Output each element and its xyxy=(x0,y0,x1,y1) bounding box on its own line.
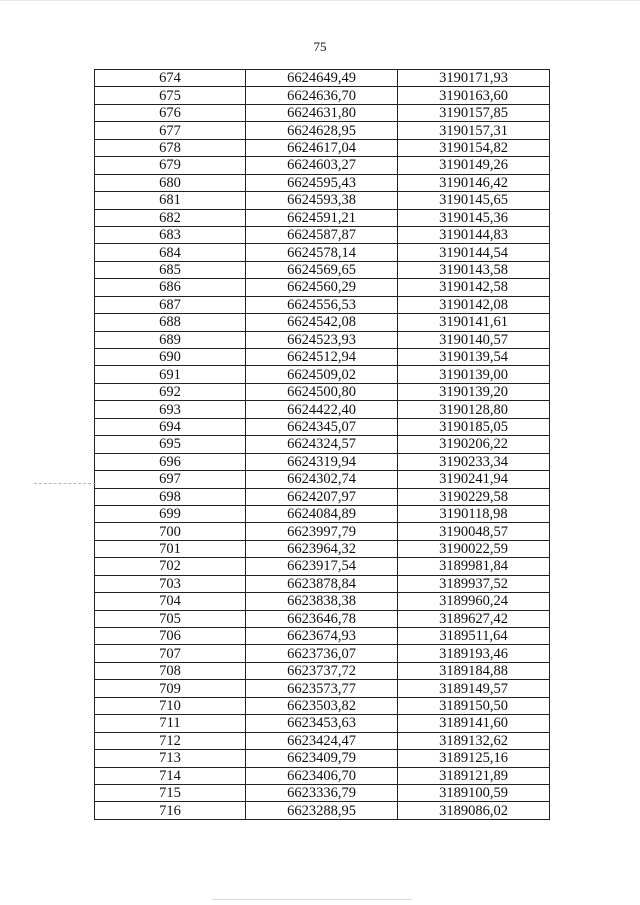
x-coordinate-cell: 6624542,08 xyxy=(246,314,398,331)
point-number-cell: 679 xyxy=(95,157,246,174)
table-row xyxy=(95,575,550,592)
x-coordinate-cell: 6624617,04 xyxy=(246,139,398,156)
x-coordinate-cell: 6624591,21 xyxy=(246,209,398,226)
point-number-cell: 678 xyxy=(95,139,246,156)
point-number-cell: 711 xyxy=(95,715,246,732)
y-coordinate-cell: 3190128,80 xyxy=(398,401,550,418)
y-coordinate-cell: 3189937,52 xyxy=(398,575,550,592)
point-number-cell: 713 xyxy=(95,750,246,767)
table-row xyxy=(95,418,550,435)
x-coordinate-cell: 6624603,27 xyxy=(246,157,398,174)
x-coordinate-cell: 6623838,38 xyxy=(246,593,398,610)
point-number-cell: 691 xyxy=(95,366,246,383)
table-row xyxy=(95,401,550,418)
y-coordinate-cell: 3190154,82 xyxy=(398,139,550,156)
x-coordinate-cell: 6624587,87 xyxy=(246,226,398,243)
point-number-cell: 681 xyxy=(95,192,246,209)
y-coordinate-cell: 3190139,54 xyxy=(398,349,550,366)
table-row xyxy=(95,680,550,697)
coordinates-table-body xyxy=(95,70,550,820)
y-coordinate-cell: 3189193,46 xyxy=(398,645,550,662)
y-coordinate-cell: 3190241,94 xyxy=(398,471,550,488)
point-number-cell: 715 xyxy=(95,784,246,801)
table-row xyxy=(95,523,550,540)
point-number-cell: 684 xyxy=(95,244,246,261)
point-number-cell: 716 xyxy=(95,802,246,819)
table-row xyxy=(95,139,550,156)
y-coordinate-cell: 3189086,02 xyxy=(398,802,550,819)
x-coordinate-cell: 6624628,95 xyxy=(246,122,398,139)
point-number-cell: 675 xyxy=(95,87,246,104)
x-coordinate-cell: 6623878,84 xyxy=(246,575,398,592)
y-coordinate-cell: 3190171,93 xyxy=(398,70,550,87)
x-coordinate-cell: 6624500,80 xyxy=(246,383,398,400)
table-row xyxy=(95,802,550,819)
table-row xyxy=(95,436,550,453)
y-coordinate-cell: 3190206,22 xyxy=(398,436,550,453)
y-coordinate-cell: 3190144,54 xyxy=(398,244,550,261)
point-number-cell: 699 xyxy=(95,505,246,522)
table-row xyxy=(95,645,550,662)
scan-artifact-line xyxy=(34,483,96,484)
x-coordinate-cell: 6624207,97 xyxy=(246,488,398,505)
x-coordinate-cell: 6623453,63 xyxy=(246,715,398,732)
table-row xyxy=(95,174,550,191)
point-number-cell: 677 xyxy=(95,122,246,139)
table-row xyxy=(95,244,550,261)
point-number-cell: 714 xyxy=(95,767,246,784)
y-coordinate-cell: 3190185,05 xyxy=(398,418,550,435)
point-number-cell: 690 xyxy=(95,349,246,366)
table-row xyxy=(95,122,550,139)
point-number-cell: 674 xyxy=(95,70,246,87)
point-number-cell: 689 xyxy=(95,331,246,348)
x-coordinate-cell: 6624084,89 xyxy=(246,505,398,522)
x-coordinate-cell: 6624636,70 xyxy=(246,87,398,104)
x-coordinate-cell: 6624593,38 xyxy=(246,192,398,209)
x-coordinate-cell: 6624345,07 xyxy=(246,418,398,435)
point-number-cell: 707 xyxy=(95,645,246,662)
y-coordinate-cell: 3190141,61 xyxy=(398,314,550,331)
x-coordinate-cell: 6624319,94 xyxy=(246,453,398,470)
table-row xyxy=(95,157,550,174)
y-coordinate-cell: 3190144,83 xyxy=(398,226,550,243)
point-number-cell: 701 xyxy=(95,540,246,557)
table-row xyxy=(95,261,550,278)
y-coordinate-cell: 3190146,42 xyxy=(398,174,550,191)
point-number-cell: 685 xyxy=(95,261,246,278)
x-coordinate-cell: 6624512,94 xyxy=(246,349,398,366)
table-row xyxy=(95,784,550,801)
point-number-cell: 683 xyxy=(95,226,246,243)
table-row xyxy=(95,488,550,505)
y-coordinate-cell: 3189511,64 xyxy=(398,628,550,645)
table-row xyxy=(95,558,550,575)
table-row xyxy=(95,628,550,645)
table-row xyxy=(95,471,550,488)
x-coordinate-cell: 6624631,80 xyxy=(246,104,398,121)
x-coordinate-cell: 6624302,74 xyxy=(246,471,398,488)
y-coordinate-cell: 3190140,57 xyxy=(398,331,550,348)
y-coordinate-cell: 3190143,58 xyxy=(398,261,550,278)
table-row xyxy=(95,279,550,296)
scan-bottom-artifact xyxy=(212,899,412,900)
y-coordinate-cell: 3189121,89 xyxy=(398,767,550,784)
point-number-cell: 680 xyxy=(95,174,246,191)
y-coordinate-cell: 3189132,62 xyxy=(398,732,550,749)
x-coordinate-cell: 6623424,47 xyxy=(246,732,398,749)
table-row xyxy=(95,593,550,610)
x-coordinate-cell: 6624523,93 xyxy=(246,331,398,348)
x-coordinate-cell: 6624569,65 xyxy=(246,261,398,278)
table-row xyxy=(95,697,550,714)
point-number-cell: 710 xyxy=(95,697,246,714)
point-number-cell: 693 xyxy=(95,401,246,418)
coordinates-table xyxy=(94,69,550,820)
point-number-cell: 703 xyxy=(95,575,246,592)
table-row xyxy=(95,715,550,732)
x-coordinate-cell: 6623997,79 xyxy=(246,523,398,540)
x-coordinate-cell: 6623336,79 xyxy=(246,784,398,801)
y-coordinate-cell: 3190048,57 xyxy=(398,523,550,540)
y-coordinate-cell: 3189627,42 xyxy=(398,610,550,627)
table-row xyxy=(95,453,550,470)
x-coordinate-cell: 6623573,77 xyxy=(246,680,398,697)
x-coordinate-cell: 6623737,72 xyxy=(246,662,398,679)
table-row xyxy=(95,226,550,243)
page-number: 75 xyxy=(313,39,327,54)
y-coordinate-cell: 3189100,59 xyxy=(398,784,550,801)
y-coordinate-cell: 3189960,24 xyxy=(398,593,550,610)
point-number-cell: 682 xyxy=(95,209,246,226)
table-row xyxy=(95,314,550,331)
x-coordinate-cell: 6624324,57 xyxy=(246,436,398,453)
x-coordinate-cell: 6623964,32 xyxy=(246,540,398,557)
table-row xyxy=(95,540,550,557)
table-row xyxy=(95,296,550,313)
table-row xyxy=(95,87,550,104)
table-row xyxy=(95,349,550,366)
point-number-cell: 676 xyxy=(95,104,246,121)
x-coordinate-cell: 6623674,93 xyxy=(246,628,398,645)
y-coordinate-cell: 3190233,34 xyxy=(398,453,550,470)
table-row xyxy=(95,209,550,226)
x-coordinate-cell: 6623917,54 xyxy=(246,558,398,575)
point-number-cell: 706 xyxy=(95,628,246,645)
y-coordinate-cell: 3190145,65 xyxy=(398,192,550,209)
table-row xyxy=(95,104,550,121)
x-coordinate-cell: 6623406,70 xyxy=(246,767,398,784)
table-row xyxy=(95,505,550,522)
y-coordinate-cell: 3190139,00 xyxy=(398,366,550,383)
table-row xyxy=(95,70,550,87)
y-coordinate-cell: 3190142,08 xyxy=(398,296,550,313)
y-coordinate-cell: 3190118,98 xyxy=(398,505,550,522)
x-coordinate-cell: 6624509,02 xyxy=(246,366,398,383)
x-coordinate-cell: 6624422,40 xyxy=(246,401,398,418)
y-coordinate-cell: 3190022,59 xyxy=(398,540,550,557)
point-number-cell: 702 xyxy=(95,558,246,575)
point-number-cell: 712 xyxy=(95,732,246,749)
x-coordinate-cell: 6623409,79 xyxy=(246,750,398,767)
y-coordinate-cell: 3189184,88 xyxy=(398,662,550,679)
point-number-cell: 704 xyxy=(95,593,246,610)
table-row xyxy=(95,767,550,784)
y-coordinate-cell: 3190163,60 xyxy=(398,87,550,104)
y-coordinate-cell: 3190139,20 xyxy=(398,383,550,400)
x-coordinate-cell: 6624649,49 xyxy=(246,70,398,87)
table-row xyxy=(95,192,550,209)
x-coordinate-cell: 6623736,07 xyxy=(246,645,398,662)
point-number-cell: 709 xyxy=(95,680,246,697)
x-coordinate-cell: 6624560,29 xyxy=(246,279,398,296)
x-coordinate-cell: 6624595,43 xyxy=(246,174,398,191)
y-coordinate-cell: 3190229,58 xyxy=(398,488,550,505)
table-row xyxy=(95,750,550,767)
y-coordinate-cell: 3189981,84 xyxy=(398,558,550,575)
y-coordinate-cell: 3190157,85 xyxy=(398,104,550,121)
point-number-cell: 700 xyxy=(95,523,246,540)
point-number-cell: 698 xyxy=(95,488,246,505)
table-row xyxy=(95,366,550,383)
point-number-cell: 692 xyxy=(95,383,246,400)
table-row xyxy=(95,383,550,400)
y-coordinate-cell: 3189149,57 xyxy=(398,680,550,697)
y-coordinate-cell: 3190149,26 xyxy=(398,157,550,174)
point-number-cell: 708 xyxy=(95,662,246,679)
point-number-cell: 695 xyxy=(95,436,246,453)
table-row xyxy=(95,610,550,627)
y-coordinate-cell: 3190145,36 xyxy=(398,209,550,226)
x-coordinate-cell: 6624578,14 xyxy=(246,244,398,261)
y-coordinate-cell: 3189141,60 xyxy=(398,715,550,732)
point-number-cell: 705 xyxy=(95,610,246,627)
table-row xyxy=(95,732,550,749)
point-number-cell: 686 xyxy=(95,279,246,296)
point-number-cell: 687 xyxy=(95,296,246,313)
x-coordinate-cell: 6623646,78 xyxy=(246,610,398,627)
y-coordinate-cell: 3189125,16 xyxy=(398,750,550,767)
x-coordinate-cell: 6624556,53 xyxy=(246,296,398,313)
x-coordinate-cell: 6623503,82 xyxy=(246,697,398,714)
table-row xyxy=(95,662,550,679)
y-coordinate-cell: 3190142,58 xyxy=(398,279,550,296)
y-coordinate-cell: 3189150,50 xyxy=(398,697,550,714)
scan-top-edge xyxy=(0,0,640,1)
x-coordinate-cell: 6623288,95 xyxy=(246,802,398,819)
point-number-cell: 697 xyxy=(95,471,246,488)
point-number-cell: 694 xyxy=(95,418,246,435)
point-number-cell: 696 xyxy=(95,453,246,470)
table-row xyxy=(95,331,550,348)
point-number-cell: 688 xyxy=(95,314,246,331)
y-coordinate-cell: 3190157,31 xyxy=(398,122,550,139)
